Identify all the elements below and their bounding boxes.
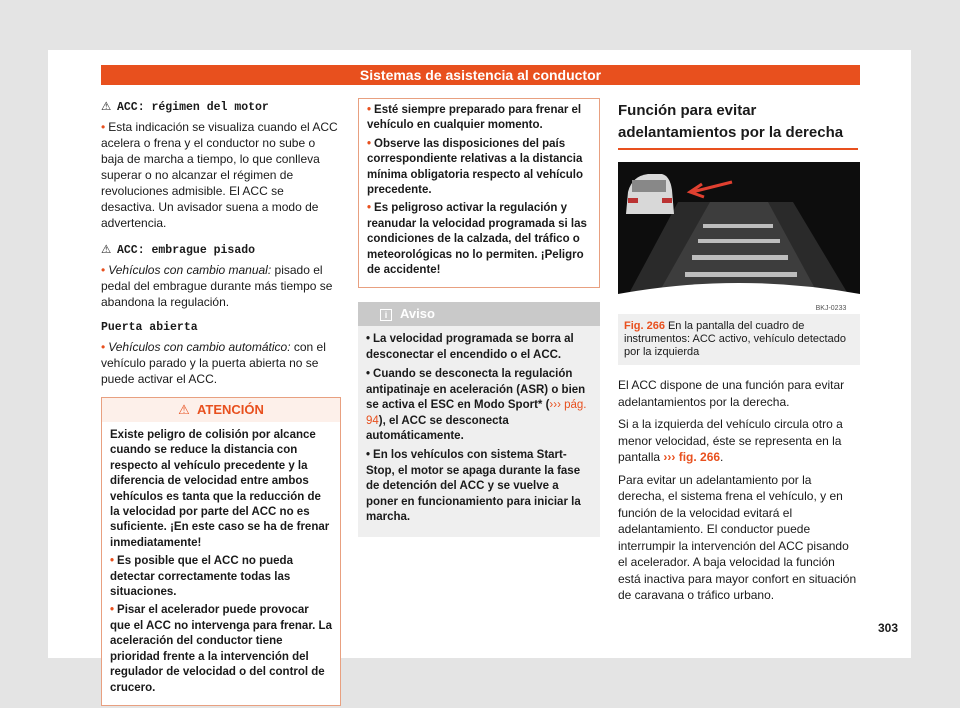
car-left-icon bbox=[626, 174, 674, 214]
bullet-icon: • bbox=[110, 604, 115, 617]
figure-number: Fig. 266 bbox=[624, 320, 665, 332]
figure-code: BKJ-0233 bbox=[815, 305, 847, 312]
bullet-icon: • bbox=[366, 333, 371, 346]
note-box bbox=[358, 302, 600, 537]
column-middle bbox=[358, 98, 600, 537]
dashboard-illustration bbox=[618, 162, 860, 314]
bullet-icon: • bbox=[366, 449, 371, 462]
paragraph: Para evitar un adelantamiento por la derecha, el sistema frena el vehículo, y en función de la velocidad evitará el adelantamiento. El conductor puede interrumpir la intervención del ACC pisando el acelerador. A baja velocidad la función está inactiva para mayor confort en situación de caravana o tráfico urbano. bbox=[618, 472, 857, 602]
heading-clutch: ⚠ ACC: embrague pisado bbox=[101, 242, 256, 257]
page-reference-link[interactable]: ››› pág. 94 bbox=[366, 399, 587, 427]
paragraph: • Vehículos con cambio automático: con el vehículo parado y la puerta abierta no se puede activar el ACC. bbox=[101, 340, 326, 386]
figure-reference-link[interactable]: ››› fig. 266 bbox=[663, 450, 721, 464]
page-number: 303 bbox=[878, 621, 899, 635]
warning-body: Existe peligro de colisión por alcance cuando se reduce la distancia con respecto al vehículo precedente y la diferencia de velocidad entre ambos vehículos es tanta que la reducción de la velocidad por parte del ACC no es suficiente. ¡En este caso se ha de frenar inmediatamente! • Es posible que el ACC no pueda detectar correctamente todas las situaciones. • Pisar el acelerador puede provocar que el ACC no intervenga para frenar. La aceleración del conductor tiene prioridad frente a la intervención del regulador de velocidad o del control de crucero. bbox=[110, 429, 332, 694]
page-header: Sistemas de asistencia al conductor bbox=[101, 65, 860, 85]
note-body: • La velocidad programada se borra al desconectar el encendido o el ACC. • Cuando se desconecta la regulación antipatinaje en aceleración (ASR) o bien se activa el ESC en Modo Sport* (››› pág. 94), el ACC se desconecta automáticamente. • En los vehículos con sistema Start-Stop, el motor se apaga durante la fase de detención del ACC y se vuelve a poner en funcionamiento para iniciar la marcha. bbox=[366, 333, 587, 523]
figure-caption: Fig. 266 En la pantalla del cuadro de instrumentos: ACC activo, vehículo detectado por la izquierda bbox=[618, 314, 860, 365]
paragraph: • Vehículos con cambio manual: pisado el pedal del embrague durante más tiempo se abandona la regulación. bbox=[101, 263, 333, 309]
warning-box bbox=[101, 397, 341, 706]
bullet-icon: • bbox=[101, 120, 106, 134]
bullet-icon: • bbox=[367, 137, 372, 150]
column-left bbox=[101, 98, 341, 706]
paragraph: El ACC dispone de una función para evitar adelantamientos por la derecha. bbox=[618, 378, 845, 409]
section-title: Función para evitar adelantamientos por la derecha bbox=[618, 102, 844, 141]
bullet-icon: • bbox=[367, 202, 372, 215]
bullet-icon: • bbox=[367, 104, 372, 116]
heading-door-open: Puerta abierta bbox=[101, 321, 198, 334]
warning-lamp-icon: ⚠ bbox=[101, 242, 112, 256]
title-underline bbox=[618, 148, 858, 150]
warning-triangle-icon: ⚠ bbox=[178, 402, 190, 417]
bullet-icon: • bbox=[110, 555, 115, 568]
paragraph: • Esta indicación se visualiza cuando el ACC acelera o frena y el conductor no sube o baja de marcha a tiempo, lo que conlleva superar o no alcanzar el régimen de revoluciones admisible. El ACC se desactiva. Un avisador suena a modo de advertencia. bbox=[101, 120, 338, 230]
info-icon: i bbox=[380, 309, 392, 321]
heading-engine-rpm: ⚠ ACC: régimen del motor bbox=[101, 99, 269, 114]
column-right bbox=[618, 98, 860, 610]
bullet-icon: • bbox=[101, 263, 106, 277]
paragraph: Si a la izquierda del vehículo circula otro a menor velocidad, éste se representa en la pantalla ››› fig. 266. bbox=[618, 417, 843, 464]
bullet-icon: • bbox=[101, 340, 106, 354]
warning-lamp-icon: ⚠ bbox=[101, 99, 112, 113]
caution-box: • Esté siempre preparado para frenar el vehículo en cualquier momento. • Observe las disposiciones del país correspondiente relativas a la distancia mínima obligatoria respecto al vehículo precedente. • Es peligroso activar la regulación y reanudar la velocidad programada si las condiciones de la calzada, del tráfico o meteorológicas no lo permiten. ¡Peligro de accidente! bbox=[358, 98, 600, 288]
note-title: i Aviso bbox=[358, 302, 600, 326]
warning-title: ⚠ ATENCIÓN bbox=[102, 398, 340, 422]
bullet-icon: • bbox=[366, 368, 371, 381]
figure-instrument-display bbox=[618, 162, 860, 314]
